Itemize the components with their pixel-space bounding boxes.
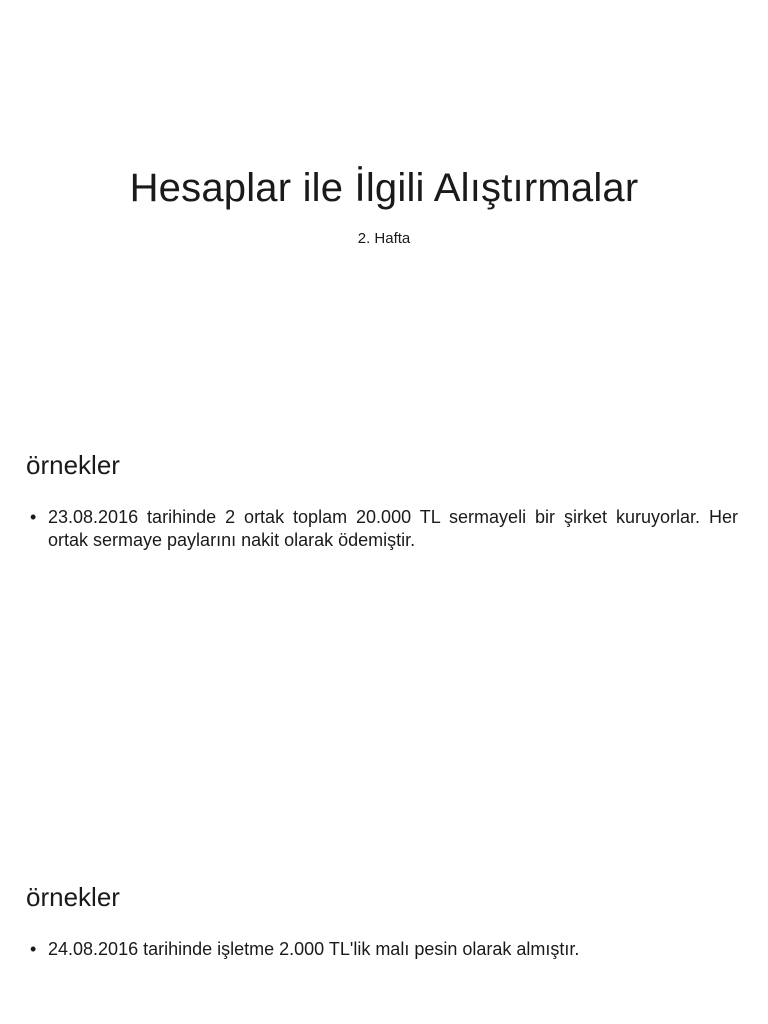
bullet-list bbox=[30, 506, 738, 552]
list-item bbox=[30, 506, 738, 552]
slide-title: Hesaplar ile İlgili Alıştırmalar bbox=[129, 166, 639, 210]
bullet-text: 23.08.2016 tarihinde 2 ortak toplam 20.000 TL sermayeli bir şirket kuruyorlar. Her ortak sermaye paylarını nakit olarak ödemiştir. bbox=[48, 507, 738, 550]
bullet-text: 24.08.2016 tarihinde işletme 2.000 TL'lik malı pesin olarak almıştır. bbox=[48, 939, 580, 959]
section-heading: örnekler bbox=[26, 450, 120, 480]
example-slide-2 bbox=[0, 864, 768, 1024]
bullet-icon: • bbox=[30, 939, 37, 959]
bullet-icon: • bbox=[30, 507, 37, 527]
list-item bbox=[30, 938, 738, 961]
example-slide-1 bbox=[0, 432, 768, 864]
section-heading: örnekler bbox=[26, 882, 120, 912]
title-slide bbox=[0, 0, 768, 432]
slide-subtitle: 2. Hafta bbox=[357, 230, 411, 247]
bullet-list bbox=[30, 938, 738, 961]
